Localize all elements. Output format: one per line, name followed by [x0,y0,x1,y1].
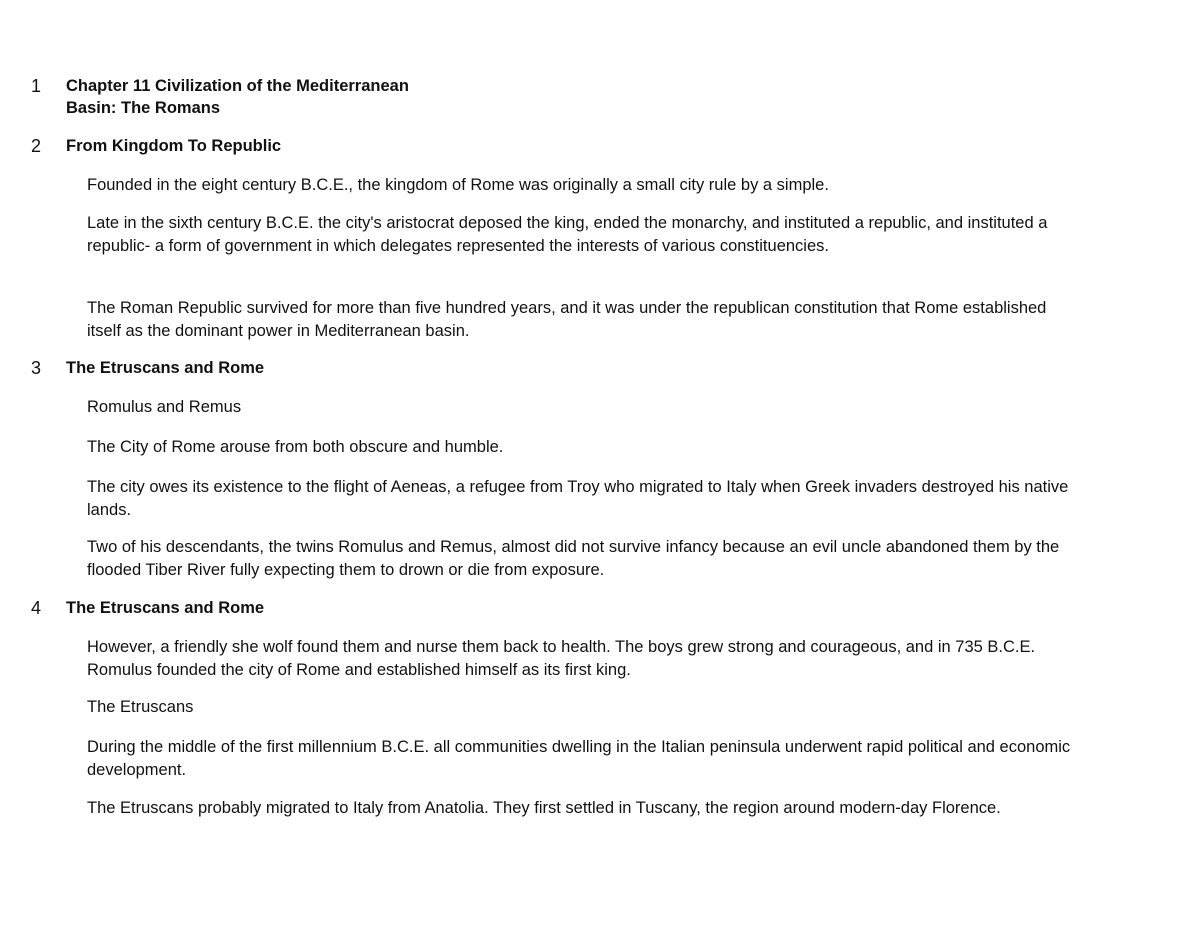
paragraph: However, a friendly she wolf found them and nurse them back to health. The boys grew strong and courageous, and in 735 B.C.E. Romulus founded the city of Rome and established himself as its first king. [87,638,1036,679]
paragraph: Late in the sixth century B.C.E. the city's aristocrat deposed the king, ended the monarchy, and instituted a republic, and instituted a republic- a form of government in which delegates represented the interests of various constituencies. [87,214,1048,255]
paragraph: The city owes its existence to the flight of Aeneas, a refugee from Troy who migrated to Italy when Greek invaders destroyed his native lands. [87,478,1069,519]
paragraph: The Etruscans probably migrated to Italy from Anatolia. They first settled in Tuscany, the region around modern-day Florence. [87,799,1001,817]
section-title: The Etruscans and Rome [66,359,265,377]
paragraph: The Etruscans [87,698,194,716]
section-title-line: Chapter 11 Civilization of the Mediterranean [66,77,409,95]
section-number: 1 [31,76,42,96]
paragraph: During the middle of the first millennium B.C.E. all communities dwelling in the Italian peninsula underwent rapid political and economic development. [87,738,1071,779]
paragraph: The Roman Republic survived for more than five hundred years, and it was under the republican constitution that Rome established itself as the dominant power in Mediterranean basin. [87,299,1047,340]
section-title: The Etruscans and Rome [66,599,265,617]
section-title: From Kingdom To Republic [66,137,282,155]
section-number: 3 [31,358,42,378]
section-number: 2 [31,136,42,156]
section-number: 4 [31,598,42,618]
section-title-line: Basin: The Romans [66,99,221,117]
paragraph: Founded in the eight century B.C.E., the kingdom of Rome was originally a small city rule by a simple. [87,176,829,194]
paragraph: Romulus and Remus [87,398,242,416]
paragraph: The City of Rome arouse from both obscure and humble. [87,438,504,456]
paragraph: Two of his descendants, the twins Romulus and Remus, almost did not survive infancy because an evil uncle abandoned them by the flooded Tiber River fully expecting them to drown or die from exposure. [87,538,1060,579]
section-title [66,75,626,119]
